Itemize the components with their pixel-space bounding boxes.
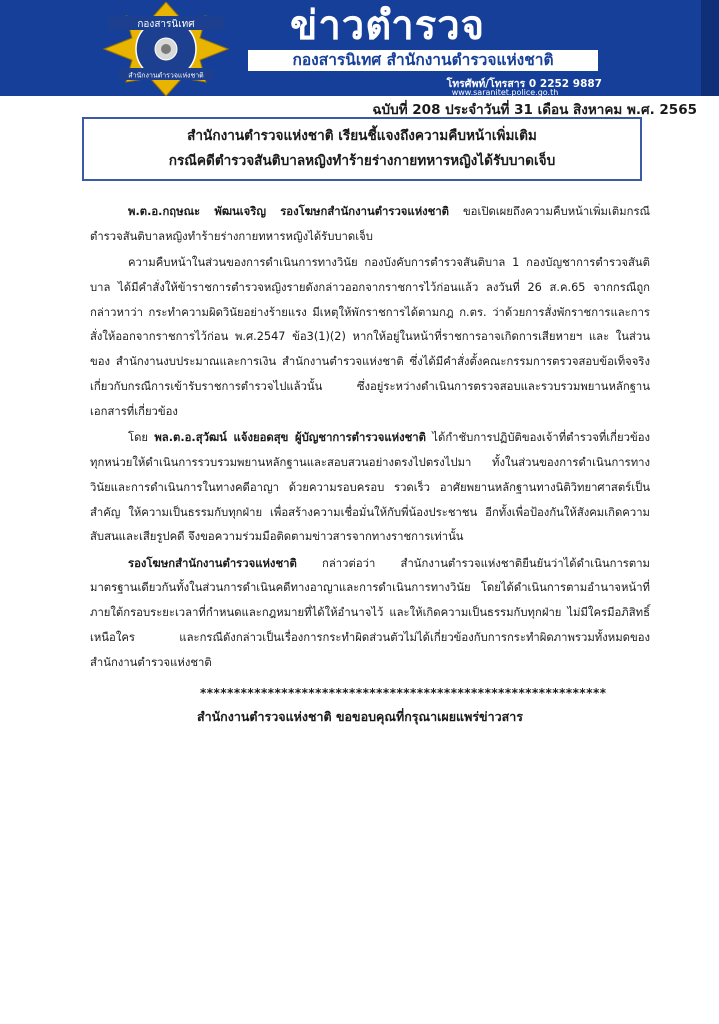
- paragraph-2-text: ความคืบหน้าในส่วนของการดำเนินการทางวินัย กองบังคับการตำรวจสันติบาล 1 กองบัญชาการตำรวจสันติบาล ได้มีคำสั่งให้ข้าราชการตำรวจหญิงรายดังกล่าวออกจากราชการไว้ก่อนแล้ว ลงวันที่ 26 ส.ค.65 จากกรณีถูกกล่าวหาว่า กระทำความผิดวินัยอย่างร้ายแรง มีเหตุให้พักราชการได้ตามกฎ ก.ตร. ว่าด้วยการสั่งพักราชการและการสั่งให้ออกจากราชการไว้ก่อน พ.ศ.2547 ข้อ3(1)(2) หากให้อยู่ในหน้าที่ราชการอาจเกิดการเสียหายฯ และ ในส่วนของ สำนักงานงบประมาณและการเงิน สำนักงานตำรวจแห่งชาติ ซึ่งได้มีคำสั่งตั้งคณะกรรมการตรวจสอบข้อเท็จจริงเกี่ยวกับกรณีการเข้ารับราชการตำรวจไปแล้วนั้น ซึ่งอยู่ระหว่างดำเนินการตรวจสอบและรวบรวมพยานหลักฐานเอกสารที่เกี่ยวข้อง: [90, 256, 650, 418]
- closing-line: สำนักงานตำรวจแห่งชาติ ขอขอบคุณที่กรุณาเผยแพร่ข่าวสาร: [196, 709, 523, 724]
- header-banner: [0, 0, 719, 96]
- issue-line: ฉบับที่ 208 ประจำวันที่ 31 เดือน สิงหาคม พ.ศ. 2565: [372, 102, 697, 118]
- paragraph-1-text: ขอเปิดเผยถึงความคืบหน้าเพิ่มเติมกรณีตำรวจสันติบาลหญิงทำร้ายร่างกายทหารหญิงได้รับบาดเจ็บ: [90, 205, 650, 243]
- paragraph-3: [90, 426, 650, 550]
- paragraph-2: [90, 251, 650, 425]
- website-url: www.saranitet.police.go.th: [451, 88, 559, 97]
- badge-text-top: กองสารนิเทศ: [137, 19, 195, 30]
- headline-line-1: สำนักงานตำรวจแห่งชาติ เรียนชี้แจงถึงความคืบหน้าเพิ่มเติม: [187, 128, 537, 144]
- division-name: กองสารนิเทศ สำนักงานตำรวจแห่งชาติ: [248, 50, 598, 71]
- headline-line-2: กรณีคดีตำรวจสันติบาลหญิงทำร้ายร่างกายทหารหญิงได้รับบาดเจ็บ: [168, 153, 556, 169]
- paragraph-4: [90, 552, 650, 676]
- deputy-spokesperson-title: รองโฆษกสำนักงานตำรวจแห่งชาติ: [128, 556, 297, 570]
- police-badge-logo: [78, 2, 254, 96]
- headline-box: [82, 117, 642, 181]
- paragraph-4-text: กล่าวต่อว่า สำนักงานตำรวจแห่งชาติยืนยันว่าได้ดำเนินการตามมาตรฐานเดียวกันทั้งในส่วนการดำเนินคดีทางอาญาและการดำเนินการทางวินัย โดยได้ดำเนินการตามอำนาจหน้าที่ภายใต้กรอบระยะเวลาที่กำหนดและกฎหมายที่ได้ให้อำนาจไว้ และให้เกิดความเป็นธรรมกับทุกฝ่าย ไม่มีใครมีอภิสิทธิ์เหนือใคร และกรณีดังกล่าวเป็นเรื่องการกระทำผิดส่วนตัวไม่ได้เกี่ยวข้องกับการกระทำผิดภาพรวมทั้งหมดของสำนักงานตำรวจแห่งชาติ: [90, 556, 650, 669]
- banner-edge: [701, 0, 719, 96]
- paragraph-1: [90, 200, 650, 250]
- article-body: [90, 200, 650, 677]
- newspaper-title: ข่าวตำรวจ: [290, 3, 486, 49]
- separator-stars: ************************************************************: [200, 686, 607, 700]
- paragraph-3-text: ได้กำชับการปฏิบัติของเจ้าที่ตำรวจที่เกี่ยวข้องทุกหน่วยให้ดำเนินการรวบรวมพยานหลักฐานและสอบสวนอย่างตรงไปตรงไปมา ทั้งในส่วนของการดำเนินการทางวินัยและการดำเนินการในทางคดีอาญา ด้วยความรอบครอบ รวดเร็ว อาศัยพยานหลักฐานทางนิติวิทยาศาสตร์เป็นสำคัญ ให้ความเป็นธรรมกับทุกฝ่าย เพื่อสร้างความเชื่อมั่นให้กับพี่น้องประชาชน อีกทั้งเพื่อป้องกันให้สังคมเกิดความสับสนและเสียรูปคดี จึงขอความร่วมมือติดตามข่าวสารจากทางราชการเท่านั้น: [90, 431, 650, 544]
- paragraph-3-prefix: โดย: [128, 431, 155, 445]
- spokesperson-name: พ.ต.อ.กฤษณะ พัฒนเจริญ รองโฆษกสำนักงานตำรวจแห่งชาติ: [128, 205, 450, 218]
- commissioner-name: พล.ต.อ.สุวัฒน์ แจ้งยอดสุข ผู้บัญชาการตำรวจแห่งชาติ: [154, 431, 426, 445]
- badge-text-bottom: สำนักงานตำรวจแห่งชาติ: [128, 71, 204, 80]
- phone-number: โทรศัพท์/โทรสาร 0 2252 9887: [446, 78, 602, 90]
